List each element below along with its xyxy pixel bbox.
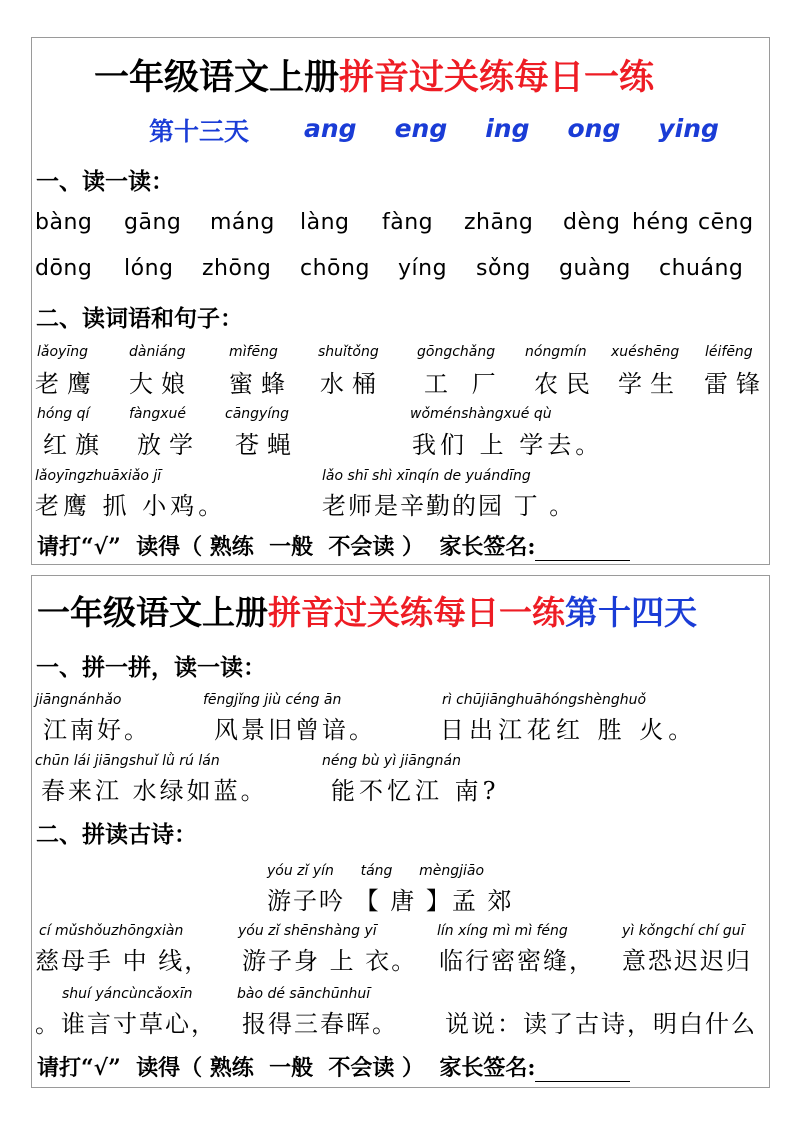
day13-day-label: 第十三天 — [149, 117, 250, 146]
read-syllable: chōng — [300, 256, 370, 281]
poem-hanzi: 临行密密缝， — [439, 947, 595, 975]
syllable-eng: eng — [394, 114, 448, 143]
sentence-hanzi: 日出江花红 胜 火。 — [440, 716, 698, 744]
read-syllable: chuáng — [659, 256, 744, 281]
day14-section2-heading: 二、拼读古诗： — [36, 821, 197, 848]
word-hanzi: 农民 — [534, 370, 598, 398]
day13-syllables — [304, 114, 719, 143]
sentence-hanzi: 春来江 水绿如蓝。 — [41, 777, 268, 805]
day14-card — [31, 575, 770, 1088]
sentence-pinyin: jiāngnánhǎo — [35, 692, 122, 708]
word-pinyin: xuéshēng — [611, 344, 680, 360]
day13-title-black: 一年级语文上册 — [94, 57, 340, 98]
word-hanzi: 红旗 — [43, 431, 107, 459]
poem-pinyin: lín xíng mì mì féng — [437, 923, 568, 939]
sentence-hanzi: 能不忆江 南? — [331, 777, 500, 805]
sentence-hanzi: 老鹰 抓 小鸡。 — [35, 492, 227, 520]
word-hanzi: 放学 — [137, 431, 201, 459]
parent-signature-line[interactable] — [535, 538, 630, 561]
poem-hanzi: 。谁言寸草心， — [35, 1010, 217, 1038]
sentence-pinyin: chūn lái jiāngshuǐ lǜ rú lán — [35, 753, 220, 769]
word-hanzi: 大娘 — [129, 370, 193, 398]
day14-section1-heading: 一、拼一拼，读一读： — [36, 654, 266, 681]
read-syllable: héng — [632, 210, 690, 235]
footer-text: 请打“√” 读得（ 熟练 一般 不会读 ） 家长签名: — [37, 534, 536, 560]
poem-hanzi: 游子身 上 衣。 — [242, 947, 418, 975]
sentence-pinyin: wǒménshàngxué qù — [410, 406, 552, 422]
read-syllable: dōng — [35, 256, 93, 281]
word-pinyin: fàngxué — [129, 406, 187, 422]
read-syllable: zhāng — [464, 210, 534, 235]
read-syllable: yíng — [398, 256, 448, 281]
read-syllable: lóng — [124, 256, 174, 281]
word-hanzi: 学生 — [618, 370, 682, 398]
read-syllable: máng — [210, 210, 275, 235]
word-hanzi: 雷锋 — [704, 370, 768, 398]
poem-pinyin: cí mǔshǒuzhōngxiàn — [39, 923, 184, 939]
day13-section1-heading: 一、读一读： — [36, 168, 174, 195]
day14-title-red: 拼音过关练每日一练 — [268, 593, 565, 632]
day14-footer — [37, 1051, 630, 1082]
day13-title-red: 拼音过关练每日一练 — [339, 57, 655, 98]
sentence-pinyin: lǎo shī shì xīnqín de yuándīng — [322, 468, 531, 484]
day13-title — [94, 50, 654, 100]
read-syllable: cēng — [698, 210, 754, 235]
poem-pinyin: shuí yáncùncǎoxīn — [62, 986, 193, 1002]
read-syllable: làng — [300, 210, 350, 235]
syllable-ing: ing — [485, 114, 530, 143]
sentence-pinyin: néng bù yì jiāngnán — [322, 753, 461, 769]
day13-footer — [37, 530, 630, 561]
word-pinyin: shuǐtǒng — [318, 344, 379, 360]
poem-pinyin: yì kǒngchí chí guī — [622, 923, 745, 939]
poem-title-pinyin: yóu zǐ yín táng mèngjiāo — [267, 863, 485, 879]
read-syllable: bàng — [35, 210, 93, 235]
word-hanzi: 水桶 — [320, 370, 384, 398]
word-pinyin: hóng qí — [37, 406, 90, 422]
sentence-hanzi: 风景旧曾谙。 — [214, 716, 376, 744]
syllable-ong: ong — [567, 114, 621, 143]
sentence-pinyin: lǎoyīngzhuāxiǎo jī — [35, 468, 162, 484]
word-hanzi: 工 厂 — [424, 370, 504, 398]
poem-hanzi: 报得三春晖。 — [242, 1010, 398, 1038]
discussion-prompt: 说说：读了古诗，明白什么 — [445, 1010, 757, 1038]
day14-title — [37, 587, 697, 634]
word-hanzi: 苍蝇 — [235, 431, 299, 459]
footer-text: 请打“√” 读得（ 熟练 一般 不会读 ） 家长签名: — [37, 1055, 536, 1081]
word-pinyin: dàniáng — [129, 344, 186, 360]
read-syllable: dèng — [563, 210, 621, 235]
word-pinyin: mìfēng — [229, 344, 278, 360]
day13-section2-heading: 二、读词语和句子： — [36, 305, 243, 332]
word-pinyin: cāngyíng — [225, 406, 289, 422]
poem-pinyin: yóu zǐ shēnshàng yī — [238, 923, 377, 939]
poem-pinyin: bào dé sānchūnhuī — [237, 986, 371, 1002]
poem-hanzi: 意恐迟迟归 — [622, 947, 752, 975]
word-pinyin: nóngmín — [525, 344, 587, 360]
day13-card — [31, 37, 770, 565]
poem-title-hanzi: 游子吟 【 唐 】孟 郊 — [267, 887, 514, 915]
read-syllable: guàng — [559, 256, 631, 281]
poem-hanzi: 慈母手 中 线， — [35, 947, 211, 975]
word-pinyin: gōngchǎng — [417, 344, 496, 360]
sentence-hanzi: 老师是辛勤的园 丁 。 — [322, 492, 576, 520]
day14-title-black: 一年级语文上册 — [37, 593, 268, 632]
sentence-pinyin: rì chūjiānghuāhóngshènghuǒ — [442, 692, 647, 708]
word-hanzi: 蜜蜂 — [229, 370, 293, 398]
read-syllable: zhōng — [202, 256, 272, 281]
syllable-ang: ang — [304, 114, 357, 143]
read-syllable: fàng — [382, 210, 434, 235]
read-syllable: sǒng — [476, 256, 531, 281]
word-pinyin: lǎoyīng — [37, 344, 88, 360]
word-hanzi: 老鹰 — [35, 370, 99, 398]
sentence-hanzi: 江南好。 — [43, 716, 151, 744]
read-syllable: gāng — [124, 210, 182, 235]
sentence-pinyin: fēngjǐng jiù céng ān — [203, 692, 342, 708]
day14-title-blue: 第十四天 — [565, 593, 697, 632]
parent-signature-line[interactable] — [535, 1059, 630, 1082]
word-pinyin: léifēng — [705, 344, 753, 360]
syllable-ying: ying — [658, 114, 719, 143]
sentence-hanzi: 我们 上 学去。 — [412, 431, 604, 459]
